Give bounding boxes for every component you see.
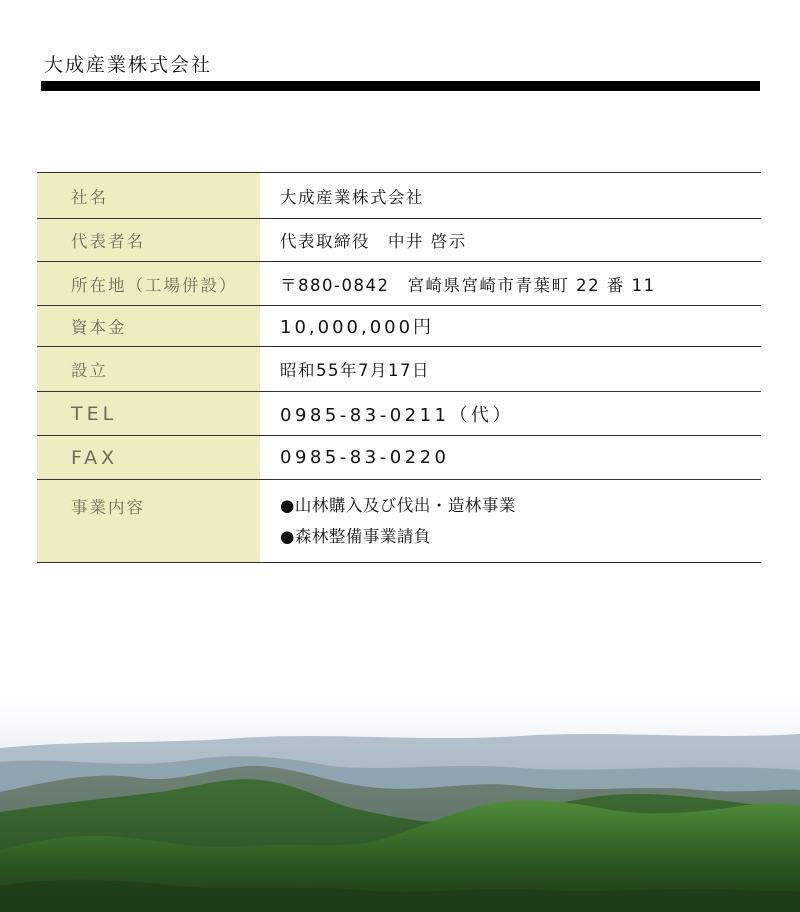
table-row-business (37, 480, 761, 563)
table-row-established (37, 347, 761, 392)
page-title: 大成産業株式会社 (44, 54, 213, 76)
row-label: 社名 (37, 173, 260, 219)
row-label: 所在地（工場併設） (37, 262, 260, 306)
mountain-landscape-image (0, 700, 800, 912)
title-underline-bar (41, 81, 760, 91)
row-value: 大成産業株式会社 (260, 173, 761, 219)
row-label: FAX (37, 436, 260, 480)
row-label: 代表者名 (37, 219, 260, 262)
row-value: 〒880-0842 宮崎県宮崎市青葉町 22 番 11 (260, 262, 761, 306)
table-row-fax (37, 436, 761, 480)
table-row-representative (37, 219, 761, 262)
list-item: ●森林整備事業請負 (280, 527, 431, 546)
row-value: 代表取締役 中井 啓示 (260, 219, 761, 262)
table-row-company-name (37, 173, 761, 219)
row-value: 0985-83-0211（代） (260, 392, 761, 436)
row-value: 10,000,000円 (260, 306, 761, 347)
table-row-tel (37, 392, 761, 436)
row-label: 資本金 (37, 306, 260, 347)
company-info-table (37, 172, 761, 563)
row-value: 0985-83-0220 (260, 436, 761, 480)
table-row-address (37, 262, 761, 306)
row-label: 事業内容 (37, 480, 260, 563)
table-row-capital (37, 306, 761, 347)
row-value: 昭和55年7月17日 (260, 347, 761, 392)
list-item: ●山林購入及び伐出・造林事業 (280, 496, 516, 515)
business-list (260, 480, 761, 563)
row-label: 設立 (37, 347, 260, 392)
row-label: TEL (37, 392, 260, 436)
